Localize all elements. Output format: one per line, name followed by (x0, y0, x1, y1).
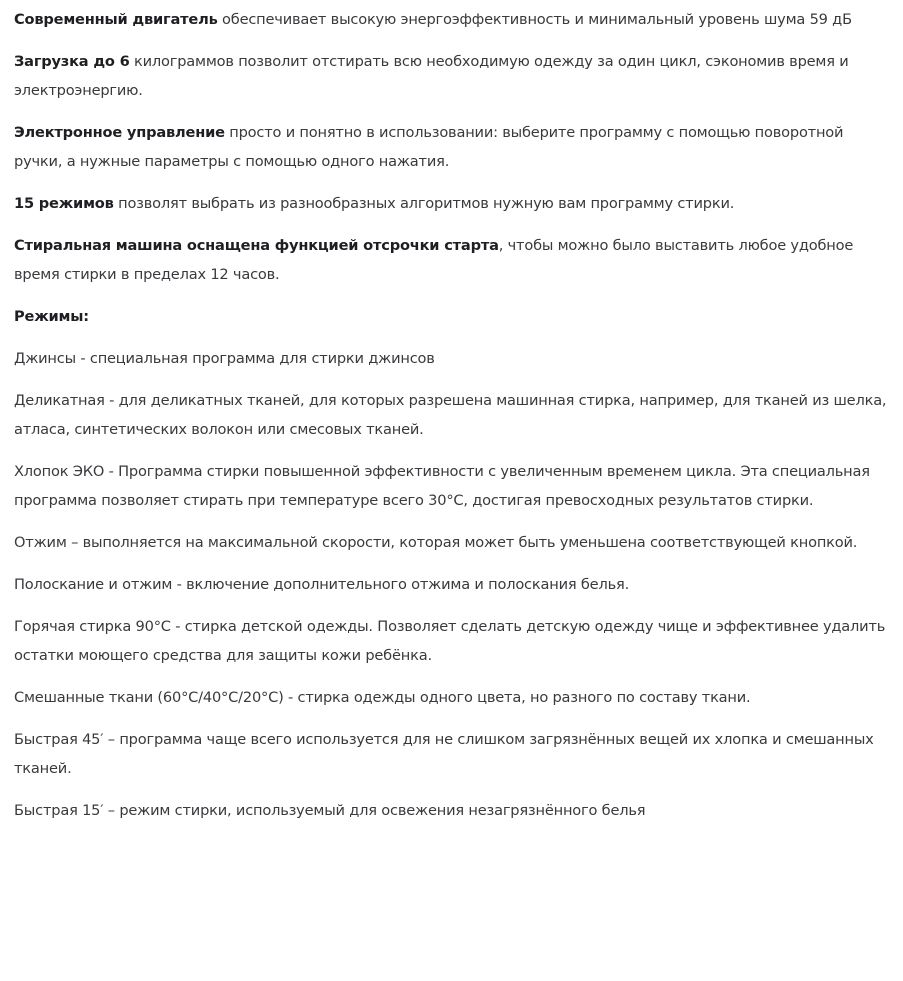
feature-title: Загрузка до 6 (14, 53, 130, 70)
feature-text: обеспечивает высокую энергоэффективность и минимальный уровень шума 59 дБ (217, 11, 852, 28)
mode-item: Полоскание и отжим - включение дополнительного отжима и полоскания белья. (14, 576, 630, 593)
feature-title: Современный двигатель (14, 11, 218, 28)
mode-item: Хлопок ЭКО - Программа стирки повышенной эффективности с увеличенным временем цикла. Эта специальная программа позволяет стирать при температуре всего 30°C, достигая превосходных результатов стирки. (14, 463, 870, 509)
mode-item: Быстрая 15′ – режим стирки, используемый для освежения незагрязнённого белья (14, 802, 646, 819)
feature-title: 15 режимов (14, 195, 114, 212)
feature-title: Электронное управление (14, 124, 225, 141)
feature-text: , чтобы можно было выставить любое удобное время стирки в пределах 12 часов. (14, 237, 854, 283)
feature-text: позволят выбрать из разнообразных алгоритмов нужную вам программу стирки. (113, 195, 735, 212)
mode-item: Деликатная - для деликатных тканей, для которых разрешена машинная стирка, например, для тканей из шелка, атласа, синтетических волокон или смесовых тканей. (14, 392, 887, 438)
feature-paragraph (14, 231, 889, 289)
mode-item: Смешанные ткани (60°С/40°С/20°С) - стирка одежды одного цвета, но разного по составу ткани. (14, 689, 751, 706)
feature-paragraph (14, 5, 889, 34)
mode-item: Быстрая 45′ – программа чаще всего используется для не слишком загрязнённых вещей их хлопка и смешанных тканей. (14, 731, 874, 777)
feature-paragraph (14, 189, 889, 218)
mode-item: Горячая стирка 90°С - стирка детской одежды. Позволяет сделать детскую одежду чище и эффективнее удалить остатки моющего средства для защиты кожи ребёнка. (14, 618, 886, 664)
feature-text: килограммов позволит отстирать всю необходимую одежду за один цикл, сэкономив время и электроэнергию. (14, 53, 849, 99)
mode-item: Джинсы - специальная программа для стирки джинсов (14, 350, 435, 367)
feature-paragraph (14, 118, 889, 176)
feature-paragraph (14, 47, 889, 105)
feature-title: Стиральная машина оснащена функцией отсрочки старта (14, 237, 499, 254)
mode-item: Отжим – выполняется на максимальной скорости, которая может быть уменьшена соответствующей кнопкой. (14, 534, 858, 551)
modes-heading: Режимы: (14, 308, 89, 325)
feature-text: просто и понятно в использовании: выберите программу с помощью поворотной ручки, а нужные параметры с помощью одного нажатия. (14, 124, 844, 170)
